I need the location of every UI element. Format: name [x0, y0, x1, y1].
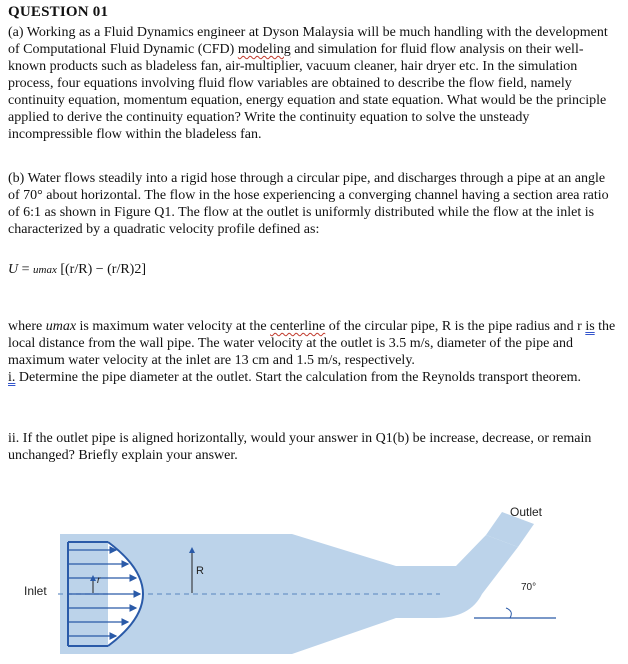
outlet-elbow — [436, 535, 518, 618]
equation-rhs: [(r/R) − (r/R)2] — [56, 262, 147, 277]
figure-q1 — [0, 490, 628, 664]
equation-lhs: U — [8, 262, 19, 277]
where-text-4: the local distance from the wall pipe. The water velocity at the outlet is 3.5 m/s, diameter of the pipe and maximum water velocity at the inlet are 13 cm and 1.5 m/s, respectively. — [8, 319, 616, 368]
where-text-1: where — [8, 319, 43, 334]
part-b-paragraph: (b) Water flows steadily into a rigid hose through a circular pipe, and discharges through a pipe at an angle of 70° about horizontal. The flow in the hose experiencing a converging channel having a section area ratio of 6:1 as shown in Figure Q1. The flow at the outlet is uniformly distributed while the flow at the inlet is characterized by a quadratic velocity profile defined as: — [8, 171, 609, 237]
angle-label: 70° — [521, 582, 537, 593]
sub-question-i-text: Determine the pipe diameter at the outlet. Start the calculation from the Reynolds transport theorem. — [18, 370, 582, 385]
question-title: QUESTION 01 — [8, 4, 109, 20]
where-text-2: is maximum water velocity at the — [79, 319, 267, 334]
part-b-where-paragraph — [8, 318, 616, 386]
spellcheck-word-centerline: centerline — [270, 319, 326, 334]
angle-arc — [506, 608, 511, 618]
part-a-text: Working as a Fluid Dynamics engineer at Dyson Malaysia will be much handling with the development of Computational Fluid Dynamic (CFD) — [8, 25, 608, 57]
inlet-label: Inlet — [24, 584, 47, 598]
r-label: r — [97, 575, 101, 586]
spellcheck-word-modeling: modeling — [237, 42, 291, 57]
where-text-3: of the circular pipe, R is the pipe radius and r — [328, 319, 582, 334]
part-a-text-after: and simulation for fluid flow analysis on their well-known products such as bladeless fan, air-multiplier, vacuum cleaner, hair dryer etc. In the simulation process, four equations involving fluid flow variables are obtained to describe the flow field, namely continuity equation, momentum equation, energy equation and state equation. What would be the principle applied to derive the continuity equation? Write the continuity equation to solve the unsteady incompressible flow within the bladeless fan. — [8, 42, 607, 142]
part-a-label: (a) — [8, 25, 24, 40]
sub-question-ii: ii. If the outlet pipe is aligned horizontally, would your answer in Q1(b) be increase, decrease, or remain unchanged? Briefly explain your answer. — [8, 431, 592, 463]
equation-equals: = — [18, 262, 34, 277]
outlet-label: Outlet — [510, 505, 543, 519]
where-umax: umax — [45, 319, 77, 334]
equation-umax: umax — [33, 264, 57, 276]
grammar-word-is: is — [585, 319, 595, 334]
outlet-straight-segment — [396, 566, 436, 618]
velocity-profile-equation — [8, 262, 146, 278]
R-label: R — [196, 565, 204, 577]
sub-question-i-label: i. — [8, 370, 16, 385]
part-a-paragraph — [8, 24, 616, 143]
